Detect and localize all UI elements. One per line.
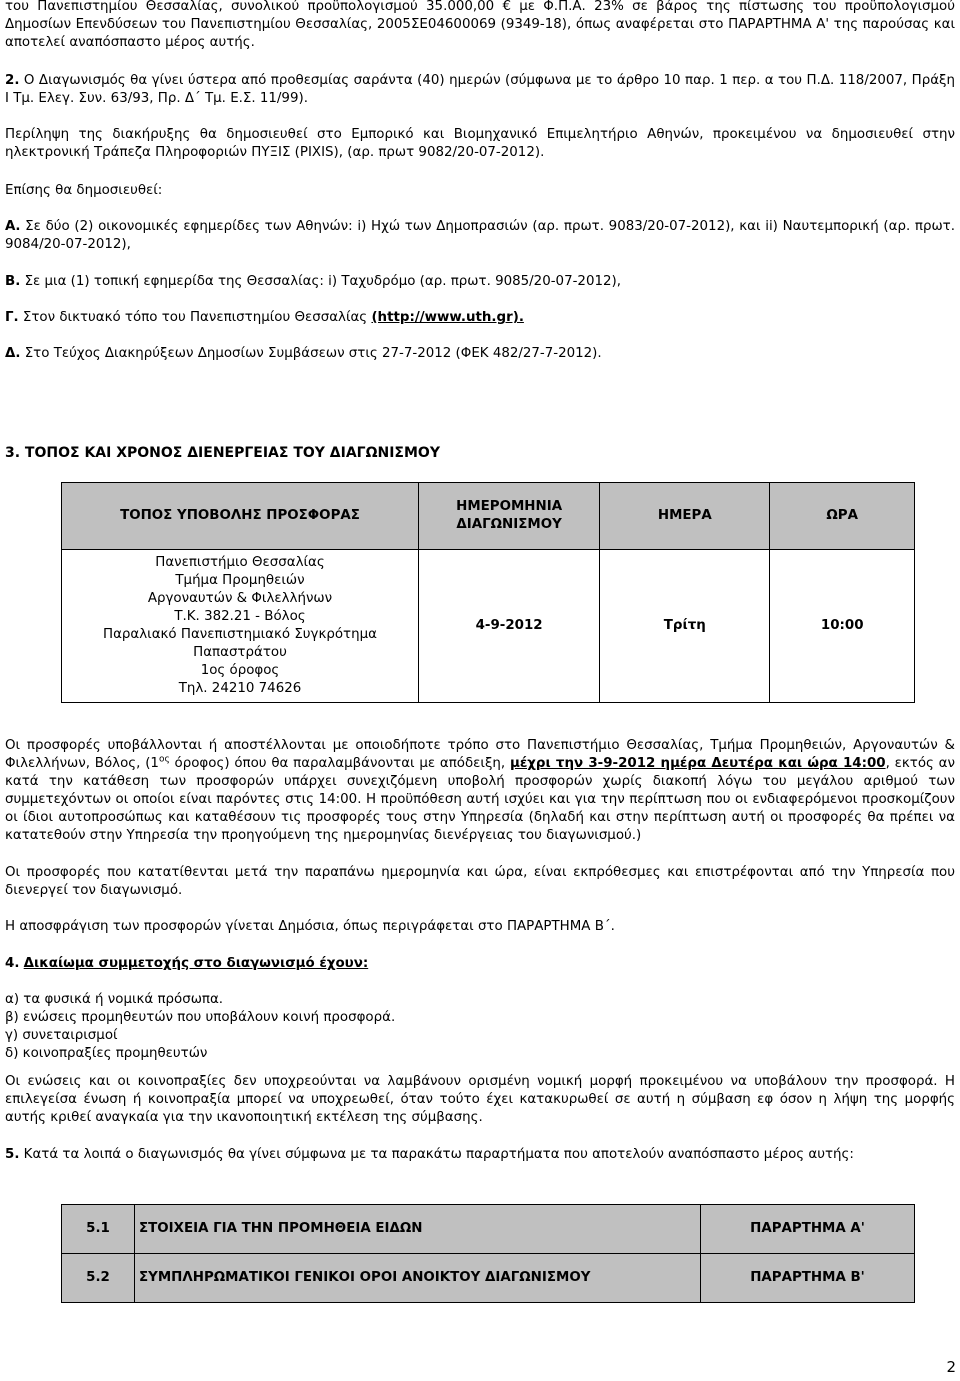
place-line: Αργοναυτών & Φιλελλήνων <box>147 591 333 606</box>
annex-row-reference: ΠΑΡΑΡΤΗΜΑ Α' <box>701 1205 915 1254</box>
page-number: 2 <box>946 1358 956 1376</box>
section-5-text: Κατά τα λοιπά ο διαγωνισμός θα γίνει σύμφωνα με τα παρακάτω παραρτήματα που αποτελούν αναπόσπαστο μέρος αυτής: <box>23 1147 854 1162</box>
submission-paragraph <box>5 737 955 845</box>
university-website-link[interactable]: (http://www.uth.gr). <box>371 310 524 325</box>
table-row <box>62 1254 915 1303</box>
annex-row-title: ΣΥΜΠΛΗΡΩΜΑΤΙΚΟΙ ΓΕΝΙΚΟΙ ΟΡΟΙ ΑΝΟΙΚΤΟΥ ΔΙΑΓΩΝΙΣΜΟΥ <box>135 1254 701 1303</box>
section-4-number: 4. <box>5 956 20 971</box>
cell-date: 4-9-2012 <box>418 550 599 703</box>
table-header-row <box>62 483 915 550</box>
section-2-number: 2. <box>5 73 20 88</box>
submission-deadline: μέχρι την 3-9-2012 ημέρα Δευτέρα και ώρα 14:00 <box>509 756 886 771</box>
annex-row-title: ΣΤΟΙΧΕΙΑ ΓΙΑ ΤΗΝ ΠΡΟΜΗΘΕΙΑ ΕΙΔΩΝ <box>135 1205 701 1254</box>
annex-row-reference: ΠΑΡΑΡΤΗΜΑ Β' <box>701 1254 915 1303</box>
submission-text-c: , εκτός αν κατά την κατάθεση των προσφορών υπάρχει συνεχιζόμενη υποβολή προσφορών χωρίς διακοπή λόγω του μεγάλου αριθμού των συμμετεχόντων οι οποίοι είναι παρόντες στις 14:00. Η προϋπόθεση αυτή ισχύει και για την περίπτωση που οι ενδιαφερόμενοι προσκομίζουν οι ίδιοι αυτοπροσώπως και καταθέσουν τις προσφορές τους στην Υπηρεσία (δηλαδή και στην περίπτωση αυτή οι προσφορές θα πρέπει να κατατεθούν στην Υπηρεσία την προηγούμενη της ημερομηνίας διενέργειας του διαγωνισμού.) <box>5 756 955 843</box>
list-item: δ) κοινοπραξίες προμηθευτών <box>5 1046 208 1061</box>
annex-row-number: 5.1 <box>62 1205 135 1254</box>
place-line: Τηλ. 24210 74626 <box>178 681 302 696</box>
header-time: ΩΡΑ <box>770 483 915 550</box>
publication-item-c-text: Στον δικτυακό τόπο του Πανεπιστημίου Θεσσαλίας <box>22 310 368 325</box>
section-3-title: 3. ΤΟΠΟΣ ΚΑΙ ΧΡΟΝΟΣ ΔΙΕΝΕΡΓΕΙΑΣ ΤΟΥ ΔΙΑΓΩΝΙΣΜΟΥ <box>5 445 440 461</box>
also-published-label: Επίσης θα δημοσιευθεί: <box>5 183 163 198</box>
section-2-text: Ο Διαγωνισμός θα γίνει ύστερα από προθεσμίας σαράντα (40) ημερών (σύμφωνα με το άρθρο 10 παρ. 1 περ. α του Π.Δ. 118/2007, Πράξη Ι Τμ. Ελεγ. Συν. 63/93, Πρ. Δ΄ Τμ. Ε.Σ. 11/99). <box>5 73 956 106</box>
cell-time: 10:00 <box>770 550 915 703</box>
submission-text-a: Οι προσφορές υποβάλλονται ή αποστέλλονται με οποιοδήποτε τρόπο στο Πανεπιστήμιο Θεσσαλίας, Τμήμα Προμηθειών, Αργοναυτών & Φιλελλήνων, Βόλος, (1 <box>5 738 955 771</box>
publication-item-a-text: Σε δύο (2) οικονομικές εφημερίδες των Αθηνών: i) Ηχώ των Δημοπρασιών (αρ. πρωτ. 9083/20-07-2012), και ii) Ναυτεμπορική (αρ. πρωτ. 9084/20-07-2012), <box>5 219 955 252</box>
publication-item-c <box>5 309 955 327</box>
header-place: ΤΟΠΟΣ ΥΠΟΒΟΛΗΣ ΠΡΟΣΦΟΡΑΣ <box>62 483 419 550</box>
late-offers-paragraph: Οι προσφορές που κατατίθενται μετά την παραπάνω ημερομηνία και ώρα, είναι εκπρόθεσμες και επιστρέφονται από την Υπηρεσία που διενεργεί τον διαγωνισμό. <box>5 865 955 898</box>
section-5-paragraph <box>5 1146 955 1164</box>
list-item: γ) συνεταιρισμοί <box>5 1028 118 1043</box>
publication-item-b-text: Σε μια (1) τοπική εφημερίδα της Θεσσαλίας: i) Ταχυδρόμο (αρ. πρωτ. 9085/20-07-2012), <box>24 274 621 289</box>
submission-schedule-table <box>61 482 915 703</box>
intro-paragraph: του Πανεπιστημίου Θεσσαλίας, συνολικού προϋπολογισμού 35.000,00 € με Φ.Π.Α. 23% σε βάρος της πίστωσης του προϋπολογισμού Δημοσίων Επενδύσεων του Πανεπιστημίου Θεσσαλίας, 2005ΣΕ04600069 (9349-18), όπως αναφέρεται στο ΠΑΡΑΡΤΗΜΑ Α' της παρούσας και αποτελεί αναπόσπαστο μέρος αυτής. <box>5 0 955 50</box>
consortium-paragraph: Οι ενώσεις και οι κοινοπραξίες δεν υποχρεούνται να λαμβάνουν ορισμένη νομική μορφή προκειμένου να υποβάλουν την προσφορά. Η επιλεγείσα ένωση ή κοινοπραξία μπορεί να υποχρεωθεί, όταν τούτο έχει κατακυρωθεί σε αυτή η σύμβαση εφ όσον η λήψη της μορφής αυτής κριθεί αναγκαία για την ικανοποιητική εκτέλεση της σύμβασης. <box>5 1074 955 1125</box>
summary-paragraph: Περίληψη της διακήρυξης θα δημοσιευθεί στο Εμπορικό και Βιομηχανικό Επιμελητήριο Αθηνών, προκειμένου να δημοσιευθεί στην ηλεκτρονική Τράπεζα Πληροφοριών ΠΥΞΙΣ (PIXIS), (αρ. πρωτ 9082/20-07-2012). <box>5 127 955 160</box>
list-item: α) τα φυσικά ή νομικά πρόσωπα. <box>5 992 224 1007</box>
publication-item-b-label: Β. <box>5 274 21 289</box>
eligibility-list <box>5 991 395 1063</box>
annex-row-number: 5.2 <box>62 1254 135 1303</box>
header-date-line2: ΔΙΑΓΩΝΙΣΜΟΥ <box>456 517 562 532</box>
section-4-heading <box>5 955 368 973</box>
place-line: Τμήμα Προμηθειών <box>175 573 305 588</box>
header-day: ΗΜΕΡΑ <box>600 483 770 550</box>
opening-paragraph: Η αποσφράγιση των προσφορών γίνεται Δημόσια, όπως περιγράφεται στο ΠΑΡΑΡΤΗΜΑ Β΄. <box>5 919 615 934</box>
publication-item-a-label: Α. <box>5 219 21 234</box>
place-line: Πανεπιστήμιο Θεσσαλίας <box>155 555 325 570</box>
place-line: 1ος όροφος <box>200 663 280 678</box>
submission-text-b: όροφος) όπου θα παραλαμβάνονται με απόδειξη, <box>169 756 506 771</box>
place-line: Παραλιακό Πανεπιστημιακό Συγκρότημα Παπαστράτου <box>103 627 377 660</box>
floor-superscript: ος <box>158 754 170 765</box>
section-2-paragraph <box>5 72 955 108</box>
publication-item-d <box>5 345 955 363</box>
cell-place <box>62 550 419 703</box>
publication-item-a <box>5 218 955 254</box>
publication-item-c-label: Γ. <box>5 310 19 325</box>
publication-item-b <box>5 273 955 291</box>
table-row <box>62 1205 915 1254</box>
table-row <box>62 550 915 703</box>
list-item: β) ενώσεις προμηθευτών που υποβάλουν κοινή προσφορά. <box>5 1010 396 1025</box>
section-4-title: Δικαίωμα συμμετοχής στο διαγωνισμό έχουν: <box>23 956 369 971</box>
header-date <box>418 483 599 550</box>
header-date-line1: ΗΜΕΡΟΜΗΝΙΑ <box>456 499 563 514</box>
place-line: Τ.Κ. 382.21 - Βόλος <box>174 609 306 624</box>
publication-item-d-label: Δ. <box>5 346 21 361</box>
section-5-number: 5. <box>5 1147 20 1162</box>
publication-item-d-text: Στο Τεύχος Διακηρύξεων Δημοσίων Συμβάσεων στις 27-7-2012 (ΦΕΚ 482/27-7-2012). <box>24 346 602 361</box>
cell-day: Τρίτη <box>600 550 770 703</box>
annex-table <box>61 1204 915 1303</box>
